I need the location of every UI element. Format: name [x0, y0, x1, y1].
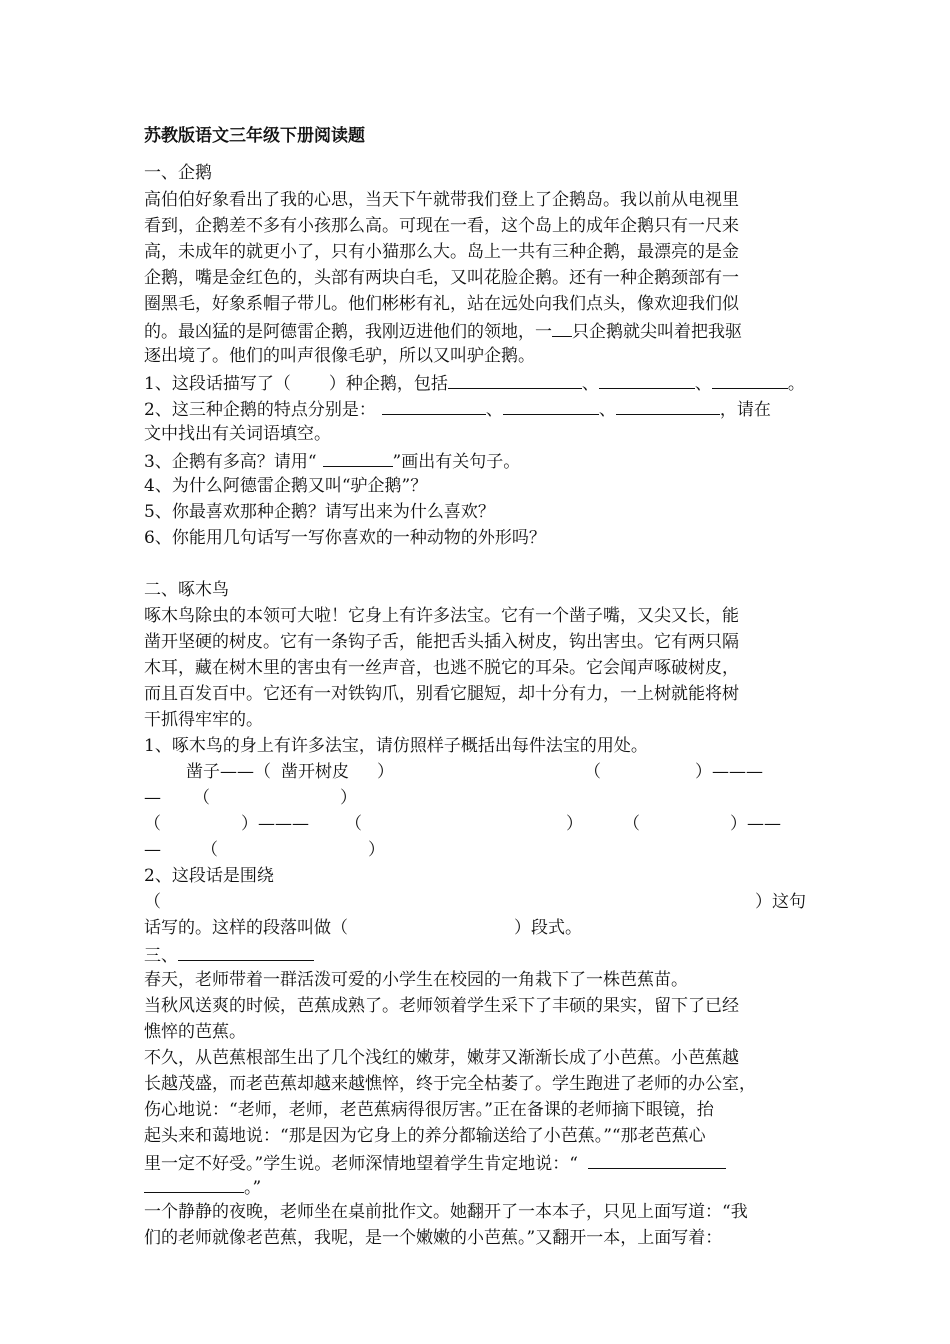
question-2-1-row: 凿子——（ 凿开树皮 ） （ ）———	[186, 762, 763, 782]
answer-blank[interactable]	[599, 370, 695, 389]
question-1-2: 2、这三种企鹅的特点分别是： 、 、 ，请在	[144, 396, 771, 422]
paragraph-line: 起头来和蔼地说：“那是因为它身上的养分都输送给了小芭蕉。”“那老芭蕉心	[144, 1126, 706, 1146]
inline-underline	[552, 318, 572, 337]
question-2-1: 1、啄木鸟的身上有许多法宝，请仿照样子概括出每件法宝的用处。	[144, 736, 648, 756]
paragraph-line: 看到，企鹅差不多有小孩那么高。可现在一看，这个岛上的成年企鹅只有一尺来	[144, 216, 739, 236]
paragraph-line: 一个静静的夜晚，老师坐在桌前批作文。她翻开了一本本子，只见上面写道：“我	[144, 1202, 748, 1222]
paragraph-line: 长越茂盛，而老芭蕉却越来越憔悴，终于完全枯萎了。学生跑进了老师的办公室，	[144, 1074, 756, 1094]
question-1-4: 4、为什么阿德雷企鹅又叫“驴企鹅”？	[144, 476, 428, 496]
question-1-1: 1、这段话描写了（ ）种企鹅，包括 、 、 。	[144, 370, 805, 396]
paragraph-line: 高，未成年的就更小了，只有小猫那么大。岛上一共有三种企鹅，最漂亮的是金	[144, 242, 739, 262]
section-3-heading: 三、	[144, 942, 314, 968]
question-1-2-cont: 文中找出有关词语填空。	[144, 424, 331, 444]
answer-blank[interactable]	[503, 396, 599, 415]
answer-blank[interactable]	[448, 370, 582, 389]
section-2-heading: 二、啄木鸟	[144, 580, 229, 600]
paragraph-line: 不久，从芭蕉根部生出了几个浅红的嫩芽，嫩芽又渐渐长成了小芭蕉。小芭蕉越	[144, 1048, 739, 1068]
question-2-1-row: — （ ）	[144, 788, 357, 808]
paragraph-line: 春天，老师带着一群活泼可爱的小学生在校园的一角栽下了一株芭蕉苗。	[144, 970, 688, 990]
question-1-5: 5、你最喜欢那种企鹅？请写出来为什么喜欢？	[144, 502, 495, 522]
question-1-3: 3、企鹅有多高？请用“ ”画出有关句子。	[144, 448, 520, 474]
underline-sample	[323, 448, 393, 467]
answer-blank[interactable]	[382, 396, 486, 415]
paragraph-line: 圈黑毛，好象系帽子带儿。他们彬彬有礼，站在远处向我们点头，像欢迎我们似	[144, 294, 739, 314]
paragraph-line: 高伯伯好象看出了我的心思，当天下午就带我们登上了企鹅岛。我以前从电视里	[144, 190, 739, 210]
paragraph-line: 逐出境了。他们的叫声很像毛驴，所以又叫驴企鹅。	[144, 346, 535, 366]
answer-blank[interactable]	[144, 1174, 244, 1193]
paragraph-line: 凿开坚硬的树皮。它有一条钩子舌，能把舌头插入树皮，钩出害虫。它有两只隔	[144, 632, 739, 652]
question-2-1-row: — （ ）	[144, 840, 385, 860]
paragraph-line: 的。最凶猛的是阿德雷企鹅，我刚迈进他们的领地，一 只企鹅就尖叫着把我驱	[144, 318, 742, 344]
paragraph-line: 干抓得牢牢的。	[144, 710, 263, 730]
paragraph-line: 木耳，藏在树木里的害虫有一丝声音，也逃不脱它的耳朵。它会闻声啄破树皮，	[144, 658, 739, 678]
paragraph-line: 伤心地说：“老师，老师，老芭蕉病得很厉害。”正在备课的老师摘下眼镜，抬	[144, 1100, 714, 1120]
question-2-2-row: 话写的。这样的段落叫做（ ）段式。	[144, 918, 582, 938]
document-title: 苏教版语文三年级下册阅读题	[144, 126, 365, 146]
question-2-1-row: （ ）——— （ ） （ ）——	[144, 814, 781, 834]
answer-blank[interactable]	[712, 370, 788, 389]
paragraph-line: 憔悴的芭蕉。	[144, 1022, 246, 1042]
question-2-2: 2、这段话是围绕	[144, 866, 274, 886]
paragraph-line: 。”	[144, 1174, 261, 1200]
title-blank[interactable]	[178, 942, 314, 961]
paragraph-line: 啄木鸟除虫的本领可大啦！它身上有许多法宝。它有一个凿子嘴，又尖又长，能	[144, 606, 739, 626]
question-2-2-row: （ ）这句	[144, 892, 806, 912]
section-1-heading: 一、企鹅	[144, 163, 212, 183]
answer-blank[interactable]	[616, 396, 720, 415]
paragraph-line: 里一定不好受。”学生说。老师深情地望着学生肯定地说：“	[144, 1150, 726, 1176]
paragraph-line: 们的老师就像老芭蕉，我呢，是一个嫩嫩的小芭蕉。”又翻开一本，上面写着：	[144, 1228, 723, 1248]
paragraph-line: 当秋风送爽的时候，芭蕉成熟了。老师领着学生采下了丰硕的果实，留下了已经	[144, 996, 739, 1016]
paragraph-line: 而且百发百中。它还有一对铁钩爪，别看它腿短，却十分有力，一上树就能将树	[144, 684, 739, 704]
question-1-6: 6、你能用几句话写一写你喜欢的一种动物的外形吗？	[144, 528, 546, 548]
paragraph-line: 企鹅，嘴是金红色的，头部有两块白毛，又叫花脸企鹅。还有一种企鹅颈部有一	[144, 268, 739, 288]
answer-blank[interactable]	[588, 1150, 726, 1169]
